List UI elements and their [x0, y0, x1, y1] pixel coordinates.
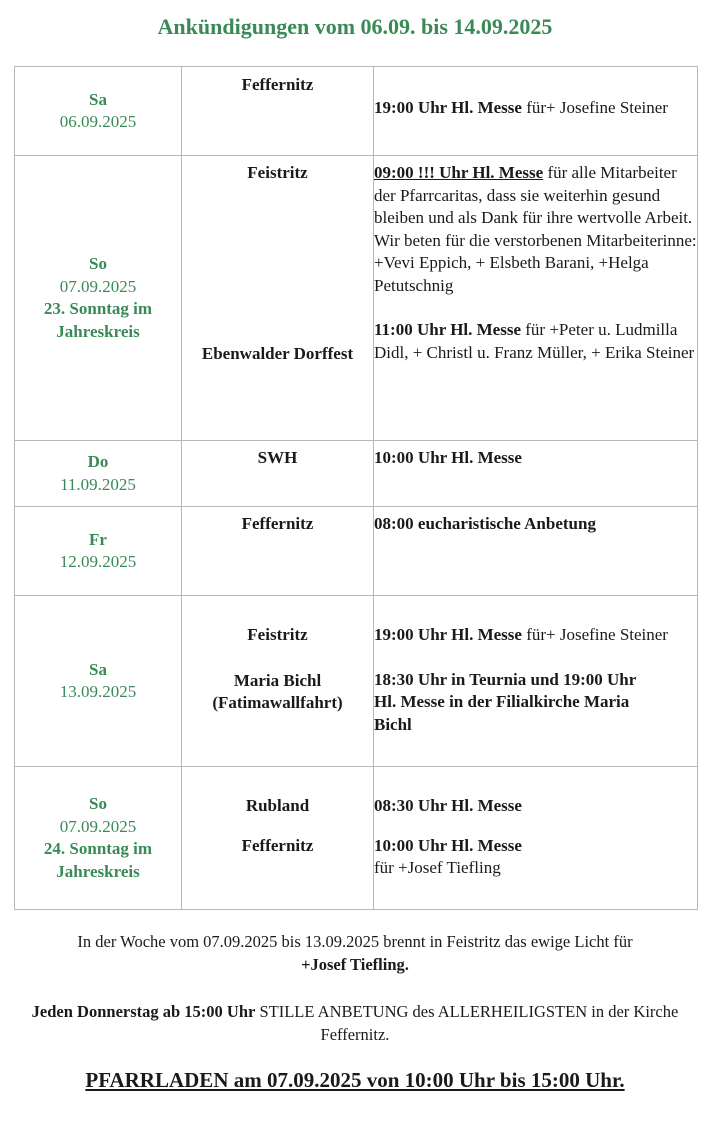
location: SWH	[257, 448, 298, 467]
location: Feistritz	[247, 625, 308, 644]
event-time: 10:00 Uhr Hl. Messe	[374, 835, 522, 855]
location-cell	[182, 596, 374, 767]
location: Maria Bichl (Fatimawallfahrt)	[212, 670, 343, 712]
event-entry	[374, 767, 697, 818]
day-cell	[15, 596, 182, 767]
eternal-light-text: In der Woche vom 07.09.2025 bis 13.09.2025 brennt in Feistritz das ewige Licht für	[77, 932, 633, 951]
table-row	[15, 507, 698, 596]
pfarrladen-notice: PFARRLADEN am 07.09.2025 von 10:00 Uhr bis 15:00 Uhr.	[85, 1068, 625, 1092]
event-time: 08:00 eucharistische Anbetung	[374, 514, 596, 533]
event-time: 08:30 Uhr Hl. Messe	[374, 796, 522, 815]
location: Feistritz	[247, 163, 308, 182]
table-row	[15, 156, 698, 441]
event-cell	[374, 67, 698, 156]
event-entry	[374, 818, 697, 880]
event-cell	[374, 767, 698, 910]
date: 07.09.2025	[59, 816, 137, 836]
location: Feffernitz	[241, 835, 314, 855]
event-intention: für+ Josefine Steiner	[521, 625, 668, 644]
date: 06.09.2025	[59, 112, 137, 131]
day-cell	[15, 767, 182, 910]
location-cell	[182, 441, 374, 507]
adoration-text: STILLE ANBETUNG des ALLERHEILIGSTEN in der Kirche Feffernitz.	[255, 1002, 679, 1044]
event-intention: für+ Josefine Steiner	[521, 98, 668, 117]
date: 13.09.2025	[59, 682, 137, 701]
day-cell	[15, 67, 182, 156]
event-entry	[374, 67, 697, 120]
weekday: Fr	[89, 529, 107, 549]
location: Ebenwalder Dorffest	[201, 343, 354, 363]
date: 12.09.2025	[59, 552, 137, 571]
event-cell	[374, 441, 698, 507]
event-entry	[374, 596, 697, 647]
event-cell	[374, 596, 698, 767]
event-cell	[374, 507, 698, 596]
day-cell	[15, 441, 182, 507]
location: Feffernitz	[241, 514, 314, 533]
location-cell	[182, 156, 374, 441]
event-entry	[374, 441, 697, 470]
table-row	[15, 67, 698, 156]
weekday: Sa	[89, 89, 107, 109]
liturgical-occasion: 23. Sonntag im Jahreskreis	[43, 299, 153, 341]
adoration-notice	[0, 1000, 710, 1046]
weekday: Do	[87, 452, 109, 471]
event-time: 19:00 Uhr Hl. Messe	[374, 98, 522, 117]
date: 11.09.2025	[60, 474, 136, 494]
event-entry	[374, 156, 697, 297]
event-time: 18:30 Uhr in Teurnia und 19:00 Uhr Hl. Messe in der Filialkirche Maria Bichl	[374, 669, 636, 734]
date: 07.09.2025	[59, 276, 137, 296]
event-entry	[374, 297, 697, 364]
event-intention: für +Peter u. Ludmilla Didl, + Christl u. Franz Müller, + Erika Steiner	[374, 320, 695, 362]
day-cell	[15, 507, 182, 596]
event-intention: für +Josef Tiefling	[374, 858, 501, 877]
event-entry	[374, 647, 697, 737]
location: Rubland	[245, 796, 310, 815]
weekday: So	[89, 254, 107, 273]
schedule-table	[14, 66, 698, 910]
location-cell	[182, 67, 374, 156]
location-cell	[182, 767, 374, 910]
event-time: 09:00 !!! Uhr Hl. Messe	[374, 163, 544, 182]
day-cell	[15, 156, 182, 441]
weekday: So	[89, 794, 107, 813]
page-title: Ankündigungen vom 06.09. bis 14.09.2025	[157, 14, 553, 39]
table-row	[15, 596, 698, 767]
adoration-time: Jeden Donnerstag ab 15:00 Uhr	[31, 1002, 256, 1021]
event-cell	[374, 156, 698, 441]
eternal-light-notice	[0, 930, 710, 976]
weekday: Sa	[89, 659, 107, 679]
event-time: 10:00 Uhr Hl. Messe	[374, 448, 522, 467]
liturgical-occasion: 24. Sonntag im Jahreskreis	[43, 839, 153, 881]
event-entry	[374, 507, 697, 536]
event-intention: für alle Mitarbeiter der Pfarrcaritas, dass sie weiterhin gesund bleiben und als Dank für ihre wertvolle Arbeit. Wir beten für die verstorbenen Mitarbeiterinne: +Vevi Eppich, + Elsbeth Barani, +Helga Petutschnig	[374, 163, 697, 295]
table-row	[15, 441, 698, 507]
event-time: 19:00 Uhr Hl. Messe	[374, 625, 522, 644]
eternal-light-name: +Josef Tiefling.	[301, 955, 409, 974]
table-row	[15, 767, 698, 910]
event-time: 11:00 Uhr Hl. Messe	[374, 320, 522, 339]
location: Feffernitz	[241, 75, 314, 94]
location-cell	[182, 507, 374, 596]
